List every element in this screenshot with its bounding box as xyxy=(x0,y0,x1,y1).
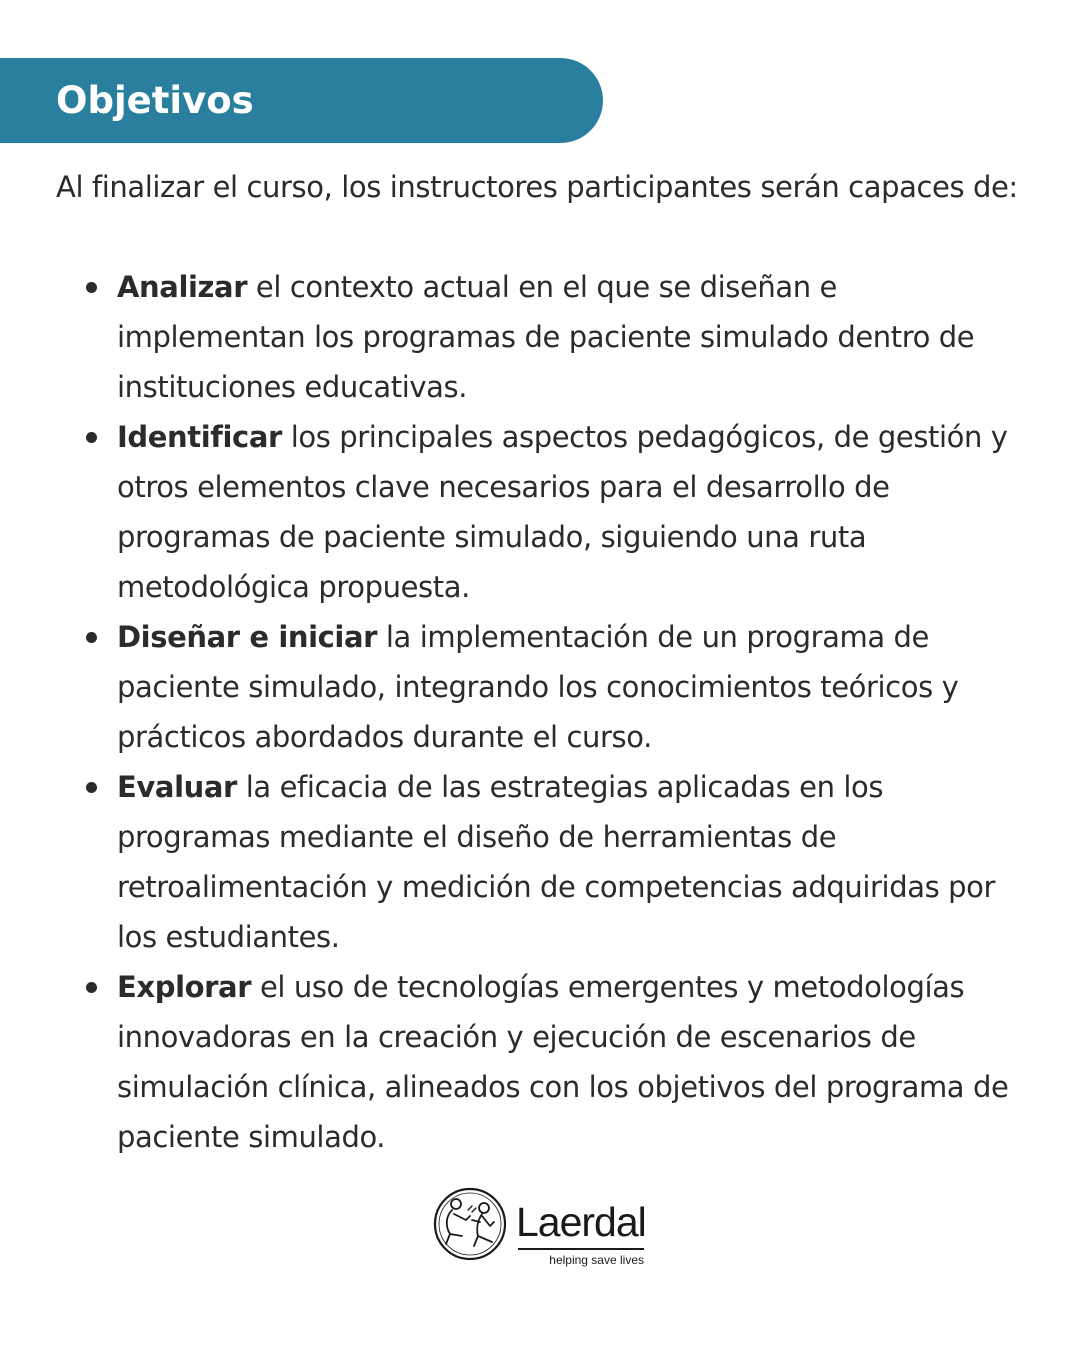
bullet-icon xyxy=(86,782,97,793)
objective-text: el contexto actual en el que se diseñan e implementan los programas de paciente simulado dentro de instituciones educativas. xyxy=(117,270,975,404)
objective-item-evaluar xyxy=(0,762,1080,962)
objective-verb: Identificar xyxy=(117,420,282,454)
objective-verb: Analizar xyxy=(117,270,248,304)
bullet-icon xyxy=(86,982,97,993)
objective-item-disenar xyxy=(0,612,1080,762)
logo-underline xyxy=(518,1248,644,1250)
bullet-icon xyxy=(86,432,97,443)
objective-verb: Explorar xyxy=(117,970,252,1004)
objective-text: la eficacia de las estrategias aplicadas en los programas mediante el diseño de herramientas de retroalimentación y medición de competencias adquiridas por los estudiantes. xyxy=(117,770,995,954)
objective-verb: Evaluar xyxy=(117,770,237,804)
laerdal-logo xyxy=(432,1186,648,1270)
objective-item-analizar xyxy=(0,262,1080,412)
objective-verb: Diseñar e iniciar xyxy=(117,620,378,654)
bullet-icon xyxy=(86,632,97,643)
laerdal-emblem-icon xyxy=(432,1186,508,1262)
page-title: Objetivos xyxy=(56,79,254,122)
objective-text: la implementación de un programa de paciente simulado, integrando los conocimientos teóricos y prácticos abordados durante el curso. xyxy=(117,620,959,754)
objective-item-identificar xyxy=(0,412,1080,612)
objective-text: los principales aspectos pedagógicos, de gestión y otros elementos clave necesarios para el desarrollo de programas de paciente simulado, siguiendo una ruta metodológica propuesta. xyxy=(117,420,1008,604)
header-banner xyxy=(0,58,603,143)
logo-tagline: helping save lives xyxy=(549,1253,644,1267)
objectives-list xyxy=(0,262,1080,1162)
intro-text: Al finalizar el curso, los instructores participantes serán capaces de: xyxy=(56,170,1018,204)
bullet-icon xyxy=(86,282,97,293)
objective-item-explorar xyxy=(0,962,1080,1162)
logo-wordmark: Laerdal xyxy=(516,1199,646,1245)
objective-text: el uso de tecnologías emergentes y metodologías innovadoras en la creación y ejecución de escenarios de simulación clínica, alineados con los objetivos del programa de paciente simulado. xyxy=(117,970,1009,1154)
